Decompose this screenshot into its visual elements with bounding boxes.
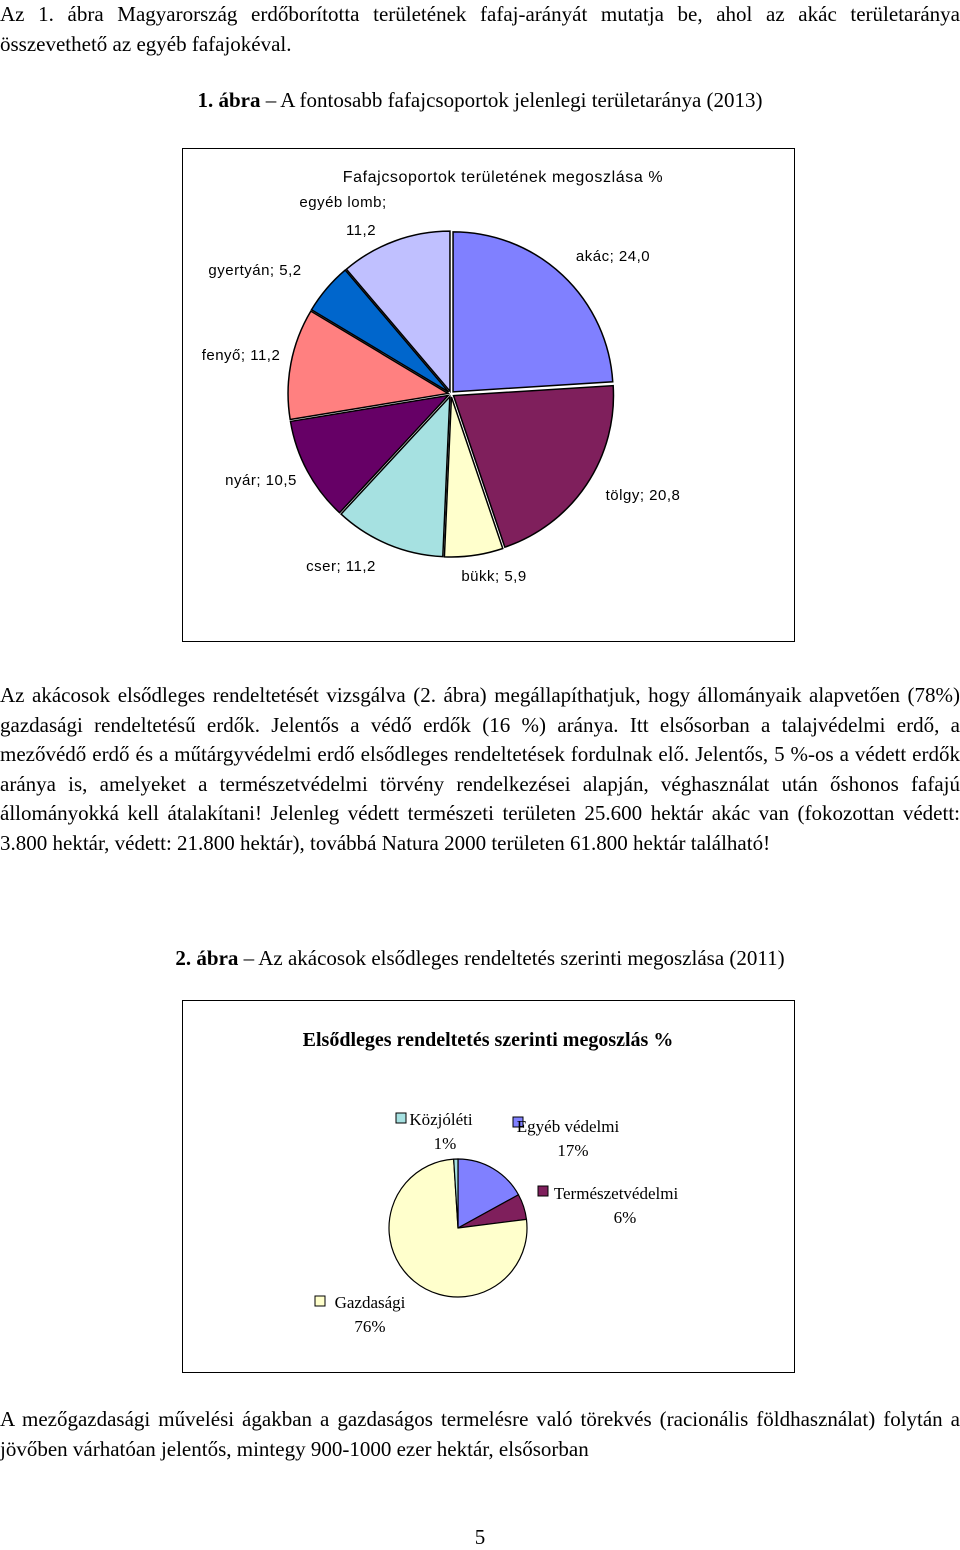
pie2-legend-key-kozjoleti [396,1113,406,1123]
pie2-label-termeszetvedelmi: Természetvédelmi 6% [553,1184,679,1227]
figure2-number: 2. ábra [175,946,239,970]
figure1-number: 1. ábra [197,88,261,112]
figure1-title: A fontosabb fafajcsoportok jelenlegi területaránya (2013) [280,88,763,112]
paragraph-2: Az akácosok elsődleges rendeltetését vizsgálva (2. ábra) megállapíthatjuk, hogy állományaik alapvetően (78%) gazdasági rendeltetésű erdők. Jelentős a védő erdők (16 %) aránya. Itt elsősorban a talajvédelmi erdő, a mezővédő erdő és a műtárgyvédelmi erdő elsődleges rendeltetések fordulnak elő. Jelentős, 5 %-os a védett erdők aránya is, amelyeket a természetvédelmi törvény rendelkezései alapján, véghasználat után őshonos fafajú állományokká kell átalakítani! Jelenleg védett természeti területen 25.600 hektár akác van (fokozottan védett: 3.800 hektár, védett: 21.800 hektár), továbbá Natura 2000 területen 61.800 hektár található! [0,683,960,855]
species-pie-chart [183,149,794,641]
pie1-label-nyar: nyár; 10,5 [225,472,297,489]
pie2-legend-key-termeszetvedelmi [538,1186,548,1196]
figure1-chart-frame [182,148,795,642]
pie2-label-egyeb-vedelmi: Egyéb védelmi 17% [516,1117,620,1160]
paragraph-3: A mezőgazdasági művelési ágakban a gazdaságos termelésre való törekvés (racionális földhasználat) folytán a jövőben várhatóan jelentős, mintegy 900-1000 ezer hektár, elsősorban [0,1407,960,1461]
figure2-dash: – [243,946,255,970]
pie1-label-egyeb-lomb: egyéb lomb; 11,2 [299,194,387,239]
figure1-caption [0,86,960,114]
figure1-dash: – [265,88,277,112]
pie1-label-tolgy: tölgy; 20,8 [605,487,681,504]
pie2-label-kozjoleti: Közjóléti 1% [409,1110,473,1153]
purpose-pie-chart [183,1001,794,1372]
pie1-label-gyertyan: gyertyán; 5,2 [208,262,302,279]
pie1-label-bukk: bükk; 5,9 [461,568,527,585]
figure2-chart-frame [182,1000,795,1373]
intro-paragraph: Az 1. ábra Magyarország erdőborította területének fafaj-arányát mutatja be, ahol az akác területaránya összevethető az egyéb fafajokéval. [0,2,960,56]
figure2-caption [0,944,960,972]
pie1-label-akac: akác; 24,0 [575,248,651,265]
pie1-label-fenyo: fenyő; 11,2 [201,347,281,364]
figure2-title: Az akácosok elsődleges rendeltetés szerinti megoszlása (2011) [258,946,785,970]
pie1-title: Fafajcsoportok területének megoszlása % [342,169,664,186]
pie1-label-cser: cser; 11,2 [306,558,376,575]
pie2-label-gazdasagi: Gazdasági 76% [334,1293,406,1336]
page-number: 5 [474,1525,486,1549]
pie2-title: Elsődleges rendeltetés szerinti megoszlás % [302,1029,674,1051]
pie2-legend-key-gazdasagi [315,1296,325,1306]
